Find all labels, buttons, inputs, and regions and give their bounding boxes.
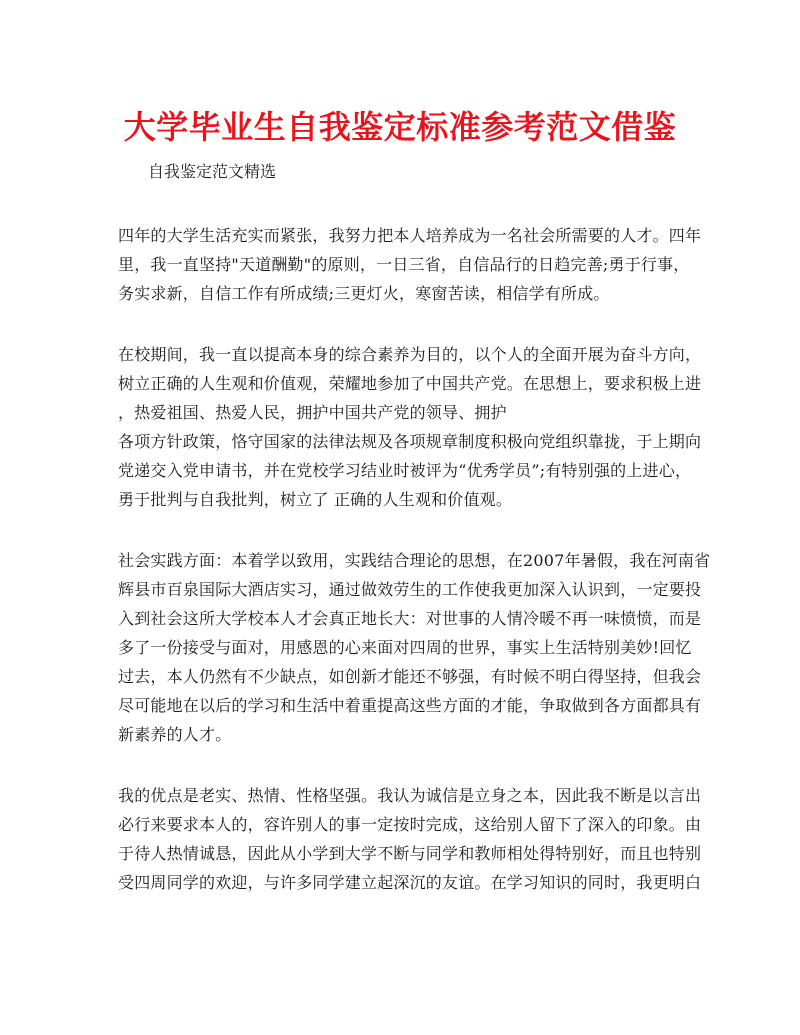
paragraph-line: 务实求新，自信工作有所成绩;三更灯火，寒窗苦读，相信学有所成。 xyxy=(118,284,610,303)
paragraph xyxy=(118,340,702,514)
paragraph-line: 我的优点是老实、热情、性格坚强。我认为诚信是立身之本，因此我不断是以言出 xyxy=(118,786,702,805)
document-title: 大学毕业生自我鉴定标准参考范文借鉴 xyxy=(123,108,677,146)
paragraph xyxy=(118,546,711,749)
paragraph-line: ，热爱祖国、热爱人民，拥护中国共产党的领导、拥护 xyxy=(118,403,507,422)
paragraph-line: 多了一份接受与面对，用感恩的心来面对四周的世界，事实上生活特别美妙!回忆 xyxy=(118,638,692,657)
paragraph-line: 入到社会这所大学校本人才会真正地长大：对世事的人情冷暖不再一味愤愤，而是 xyxy=(118,609,702,628)
document-body xyxy=(118,221,711,929)
paragraph-line: 里，我一直坚持"天道酬勤"的原则，一日三省，自信品行的日趋完善;勇于行事， xyxy=(118,255,690,274)
paragraph-line: 社会实践方面：本着学以致用，实践结合理论的思想，在2007年暑假，我在河南省 xyxy=(118,551,711,570)
paragraph-line: 四年的大学生活充实而紧张，我努力把本人培养成为一名社会所需要的人才。四年 xyxy=(118,226,702,245)
paragraph-line: 勇于批判与自我批判，树立了 正确的人生观和价值观。 xyxy=(118,490,513,509)
paragraph-line: 新素养的人才。 xyxy=(118,725,232,744)
paragraph-line: 尽可能地在以后的学习和生活中着重提高这些方面的才能，争取做到各方面都具有 xyxy=(118,696,702,715)
paragraph xyxy=(118,781,702,897)
paragraph-line: 辉县市百泉国际大酒店实习，通过做效劳生的工作使我更加深入认识到，一定要投 xyxy=(118,580,702,599)
paragraph-line: 党递交入党申请书，并在党校学习结业时被评为“优秀学员”;有特别强的上进心， xyxy=(118,461,692,480)
paragraph-line: 于待人热情诚恳，因此从小学到大学不断与同学和教师相处得特别好，而且也特别 xyxy=(118,844,702,863)
paragraph xyxy=(118,221,702,308)
paragraph-line: 各项方针政策，恪守国家的法律法规及各项规章制度积极向党组织靠拢，于上期向 xyxy=(118,432,702,451)
paragraph-line: 受四周同学的欢迎，与许多同学建立起深沉的友谊。在学习知识的同时，我更明白 xyxy=(118,873,702,892)
document-subtitle: 自我鉴定范文精选 xyxy=(148,162,277,181)
paragraph-line: 过去，本人仍然有不少缺点，如创新才能还不够强，有时候不明白得坚持，但我会 xyxy=(118,667,702,686)
paragraph-line: 必行来要求本人的，容许别人的事一定按时完成，这给别人留下了深入的印象。由 xyxy=(118,815,702,834)
paragraph-line: 在校期间，我一直以提高本身的综合素养为目的，以个人的全面开展为奋斗方向， xyxy=(118,345,702,364)
paragraph-line: 树立正确的人生观和价值观，荣耀地参加了中国共产党。在思想上，要求积极上进 xyxy=(118,374,702,393)
